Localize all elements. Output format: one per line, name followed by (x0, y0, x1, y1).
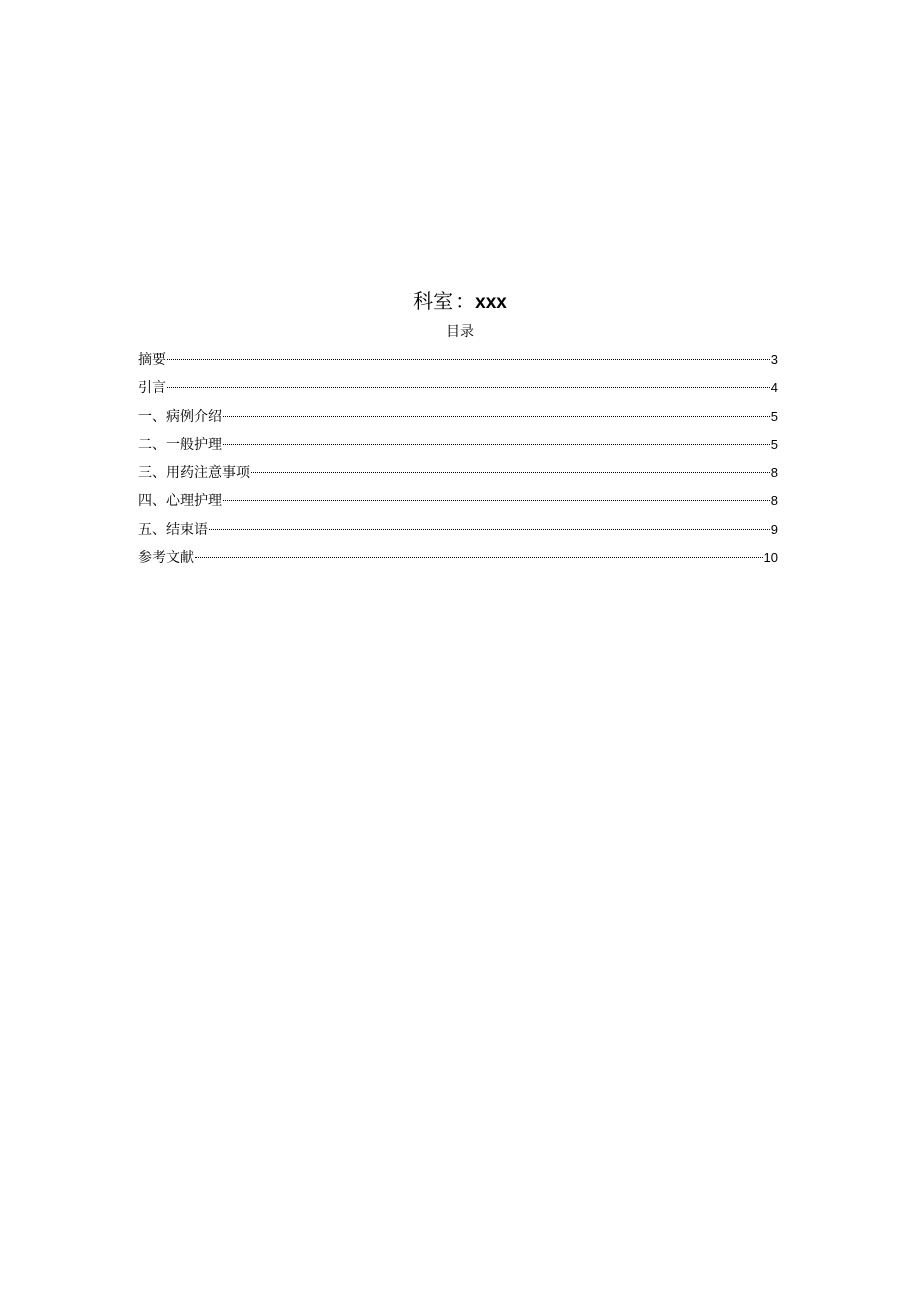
toc-dot-leader (251, 472, 770, 473)
toc-entry-general-care[interactable] (138, 435, 778, 463)
department-label: 科室 (413, 289, 454, 313)
toc-entry-page: 9 (770, 521, 778, 537)
toc-entry-label: 引言 (138, 380, 166, 397)
toc-heading: 目录 (446, 324, 474, 340)
toc-entry-page: 8 (770, 465, 778, 481)
toc-entry-label: 四、心理护理 (138, 493, 222, 510)
toc-entry-page: 4 (770, 380, 778, 396)
department-title (0, 287, 920, 317)
toc-entry-introduction[interactable] (138, 378, 778, 406)
toc-dot-leader (167, 387, 770, 388)
toc-dot-leader (195, 557, 763, 558)
toc-dot-leader (223, 444, 770, 445)
toc-entry-psychological-care[interactable] (138, 491, 778, 519)
table-of-contents (138, 350, 778, 576)
toc-dot-leader (223, 500, 770, 501)
toc-entry-abstract[interactable] (138, 350, 778, 378)
toc-entry-references[interactable] (138, 548, 778, 576)
toc-entry-medication-notes[interactable] (138, 463, 778, 491)
toc-entry-label: 五、结束语 (138, 521, 208, 538)
toc-entry-label: 一、病例介绍 (138, 408, 222, 425)
toc-entry-label: 三、用药注意事项 (138, 465, 250, 482)
toc-entry-page: 10 (763, 550, 778, 566)
toc-entry-page: 3 (770, 352, 778, 367)
toc-entry-conclusion[interactable] (138, 520, 778, 548)
toc-entry-case-introduction[interactable] (138, 407, 778, 435)
toc-entry-label: 二、一般护理 (138, 436, 222, 453)
toc-entry-page: 8 (770, 493, 778, 509)
toc-dot-leader (209, 529, 770, 530)
toc-entry-label: 参考文献 (138, 550, 194, 567)
toc-dot-leader (223, 416, 770, 417)
toc-entry-page: 5 (770, 436, 778, 452)
department-separator: ： (455, 289, 476, 313)
toc-entry-label: 摘要 (138, 352, 166, 368)
toc-entry-page: 5 (770, 408, 778, 424)
toc-dot-leader (167, 359, 770, 360)
department-name: xxx (475, 292, 507, 313)
